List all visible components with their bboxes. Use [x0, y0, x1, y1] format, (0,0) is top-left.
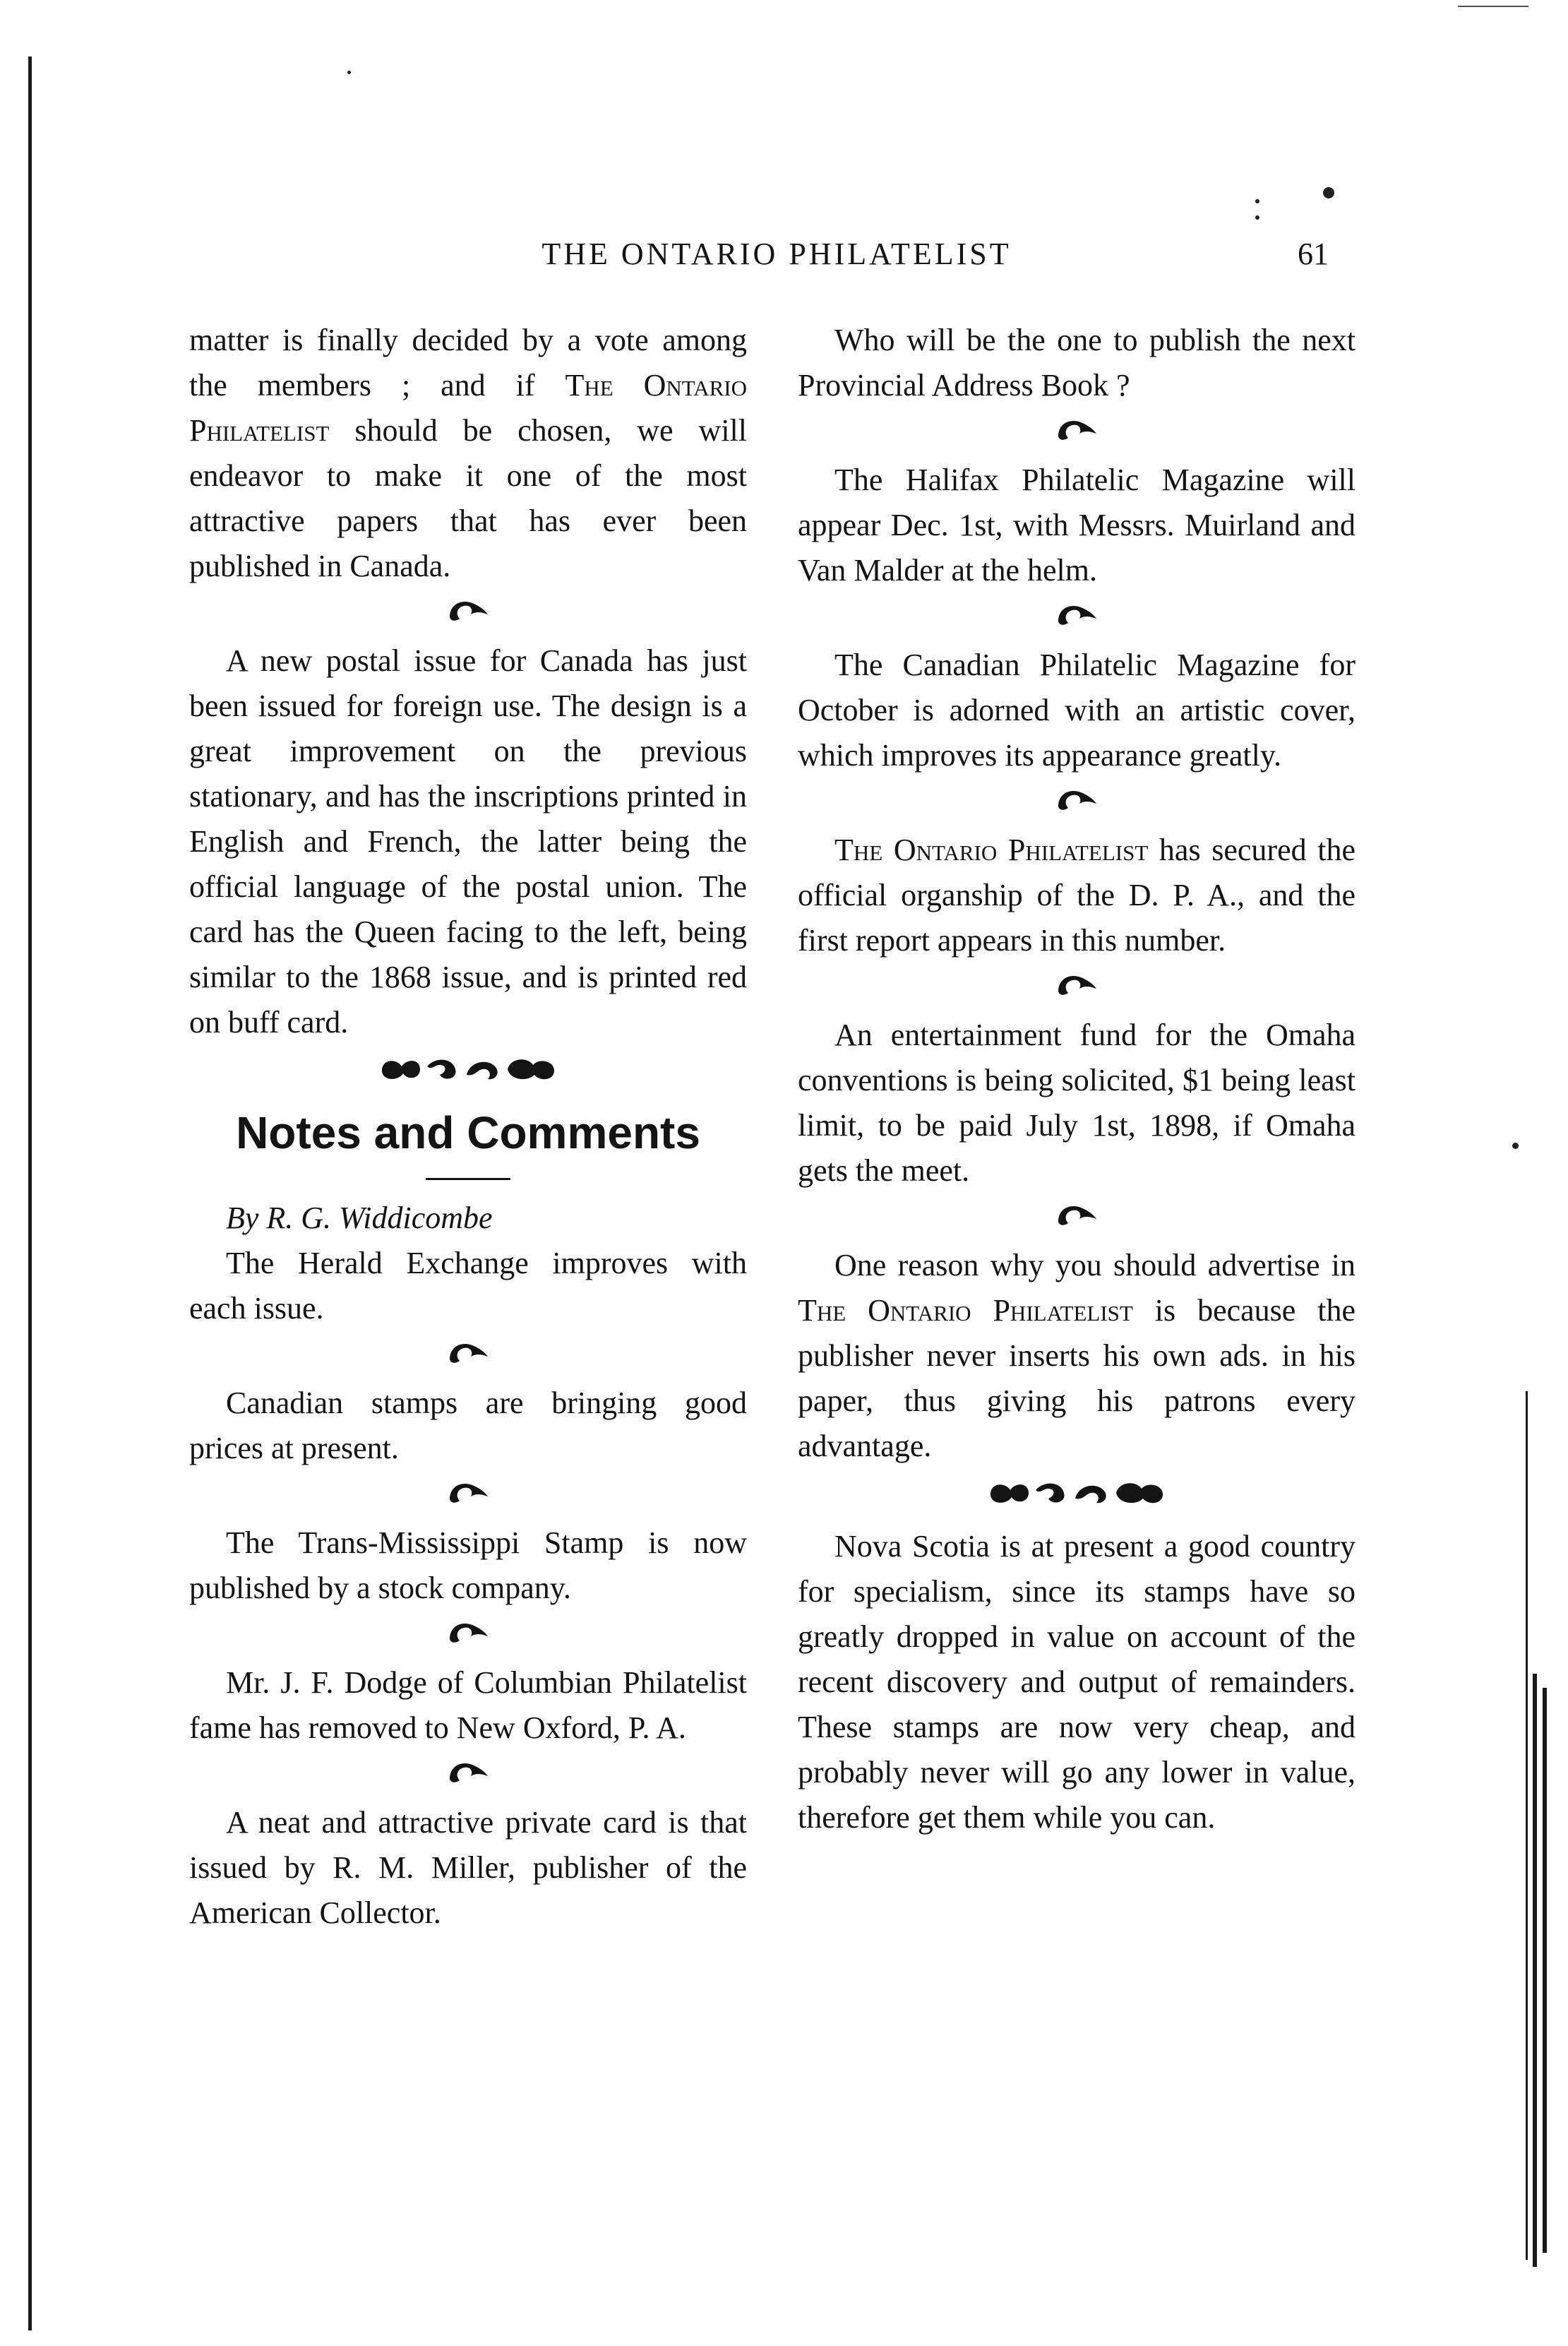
- fleuron-ornament: [189, 1755, 747, 1800]
- scan-edge-line-right: [1533, 1674, 1537, 2267]
- paragraph: The Halifax Philatelic Magazine will appear Dec. 1st, with Messrs. Muirland and Van Malder at the helm.: [798, 463, 1355, 588]
- section-ornament: [798, 1475, 1355, 1524]
- publication-name: The Ontario Philatelist: [798, 1293, 1133, 1328]
- paragraph: Nova Scotia is at present a good country for specialism, since its stamps have so greatly dropped in value on account of the recent discovery and output of remainders. These stamps are now very cheap, and probably never will go any lower in value, therefore get them while you can.: [798, 1529, 1355, 1835]
- paragraph: The Trans-Mississippi Stamp is now published by a stock company.: [189, 1525, 747, 1605]
- scan-edge-line-left: [28, 56, 32, 2330]
- page-number: 61: [1298, 237, 1329, 271]
- fleuron-ornament: [798, 1198, 1355, 1243]
- fleuron-ornament: [798, 412, 1355, 458]
- paragraph: The Canadian Philatelic Magazine for October is adorned with an artistic cover, which improves its appearance greatly.: [798, 648, 1355, 773]
- fleuron-ornament: [189, 1475, 747, 1520]
- fleuron-ornament: [189, 593, 747, 638]
- fleuron-ornament: [798, 967, 1355, 1013]
- publication-name: The Ontario Philatelist: [834, 833, 1149, 867]
- ink-speck: [1512, 1143, 1519, 1149]
- ink-speck: [1323, 187, 1334, 198]
- paragraph: One reason why you should advertise in The Ontario Philatelist is because the publisher never inserts his own ads. in his paper, thus giving his patrons every advantage.: [798, 1248, 1355, 1463]
- scan-corner-mark: [1458, 6, 1528, 7]
- paragraph: A new postal issue for Canada has just been issued for foreign use. The design is a great improvement on the previous stationary, and has the inscriptions printed in English and French, the latter being the official language of the postal union. The card has the Queen facing to the left, being similar to the 1868 issue, and is printed red on buff card.: [189, 643, 747, 1040]
- running-title: THE ONTARIO PHILATELIST: [541, 237, 1012, 271]
- ink-speck: [1255, 199, 1259, 203]
- fleuron-ornament: [798, 597, 1355, 643]
- section-ornament: [189, 1051, 747, 1100]
- ink-speck: [347, 71, 351, 74]
- paragraph: Who will be the one to publish the next Provincial Address Book ?: [798, 323, 1355, 403]
- ink-speck: [1255, 215, 1259, 220]
- paragraph: The Ontario Philatelist has secured the official organship of the D. P. A., and the first report appears in this number.: [798, 833, 1356, 958]
- scan-edge-line-right: [1526, 1391, 1528, 2260]
- fleuron-ornament: [798, 782, 1355, 828]
- left-column: [189, 318, 747, 1936]
- paragraph: Canadian stamps are bringing good prices at present.: [189, 1386, 747, 1465]
- section-title: Notes and Comments: [236, 1107, 700, 1158]
- right-column: [798, 318, 1355, 1840]
- paragraph: Mr. J. F. Dodge of Columbian Philatelist fame has removed to New Oxford, P. A.: [189, 1665, 747, 1745]
- fleuron-ornament: [189, 1615, 747, 1660]
- title-rule: [426, 1178, 510, 1180]
- publication-name: The Ontario Philatelist: [189, 368, 747, 448]
- paragraph: A neat and attractive private card is that issued by R. M. Miller, publisher of the American Collector.: [189, 1805, 747, 1930]
- scan-edge-line-right: [1543, 1688, 1547, 2253]
- paragraph: The Herald Exchange improves with each issue.: [189, 1246, 747, 1326]
- byline: By R. G. Widdicombe: [226, 1201, 493, 1235]
- paragraph: matter is finally decided by a vote among the members ; and if The Ontario Philatelist should be chosen, we will endeavor to make it one of the most attractive papers that has ever been published in Canada.: [189, 323, 747, 583]
- fleuron-ornament: [189, 1335, 747, 1381]
- paragraph: An entertainment fund for the Omaha conventions is being solicited, $1 being least limit, to be paid July 1st, 1898, if Omaha gets the meet.: [798, 1018, 1355, 1188]
